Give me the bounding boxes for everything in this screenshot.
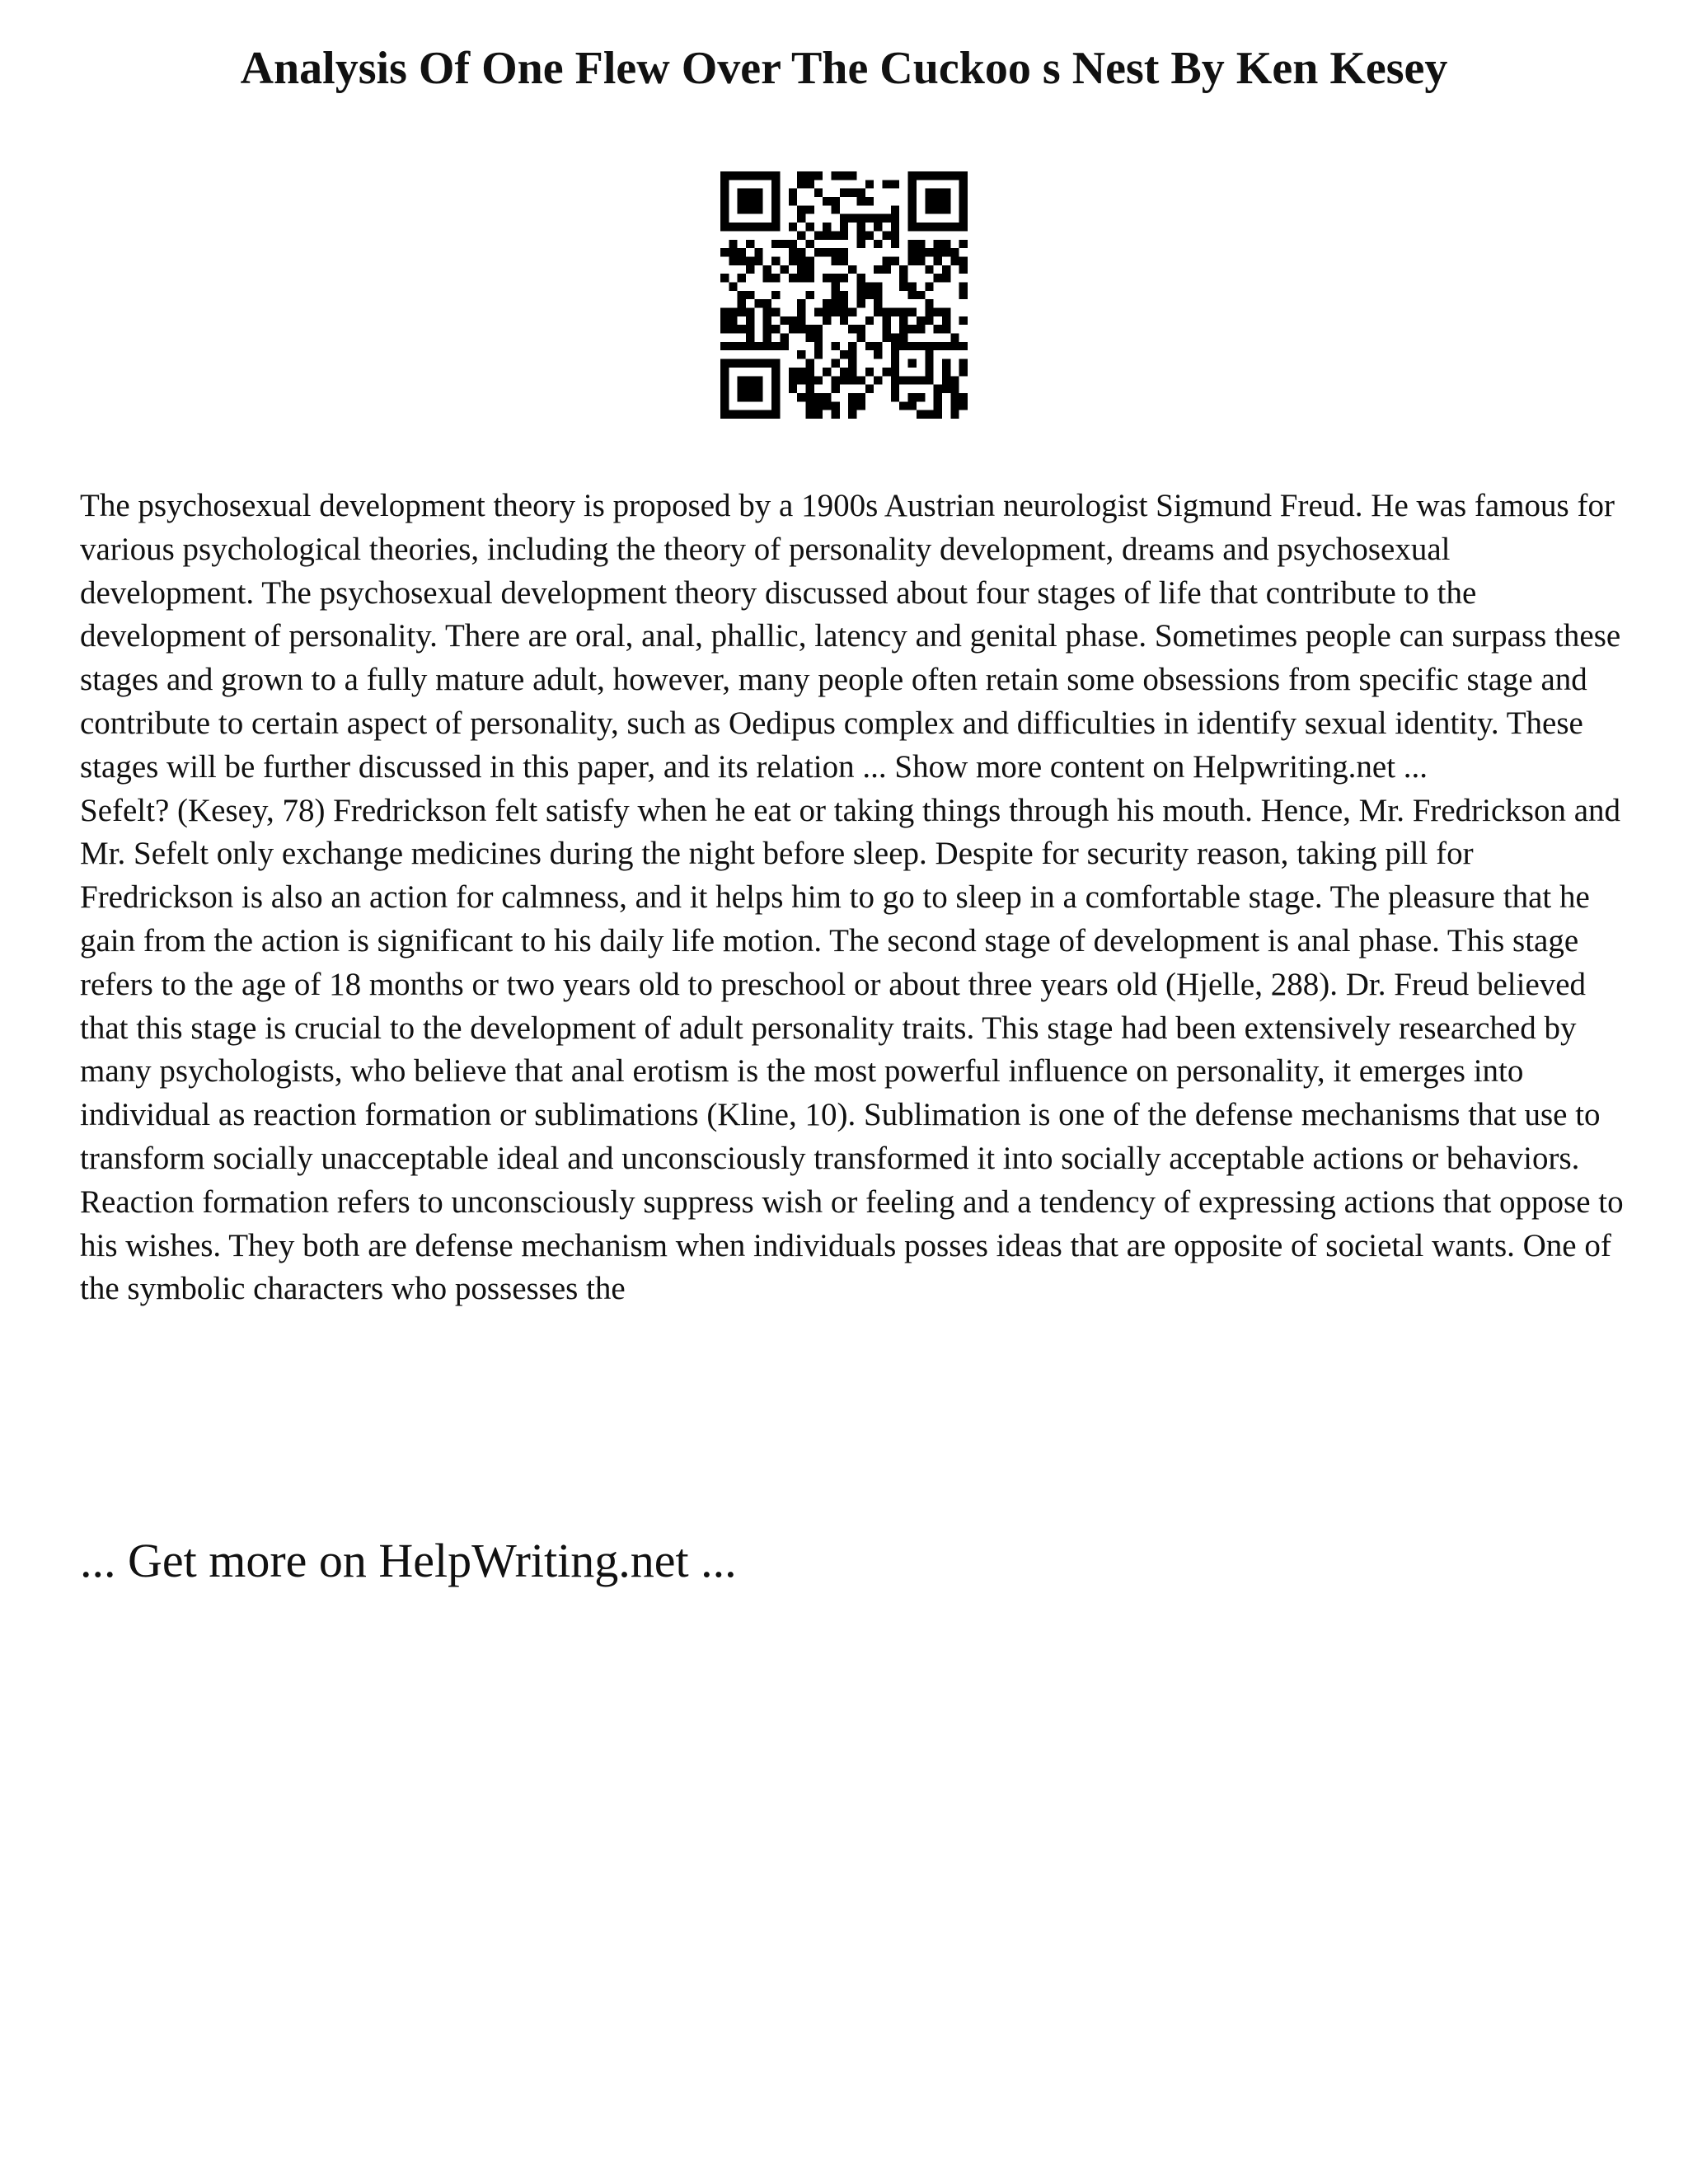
get-more-link[interactable]: ... Get more on HelpWriting.net ...	[80, 1534, 737, 1587]
document-body	[80, 485, 1629, 1311]
qr-code-icon	[720, 171, 968, 419]
body-paragraph-intro: The psychosexual development theory is proposed by a 1900s Austrian neurologist Sigmund Freud. He was famous for various psychological theories, including the theory of personality development, dreams and psychosexual development. The psychosexual development theory discussed about four stages of life that contribute to the development of personality. There are oral, anal, phallic, latency and genital phase. Sometimes people can surpass these stages and grown to a fully mature adult, however, many people often retain some obsessions from specific stage and contribute to certain aspect of personality, such as Oedipus complex and difficulties in identify sexual identity. These stages will be further discussed in this paper, and its relation ... Show more content on Helpwriting.net ...	[80, 488, 1621, 785]
document-title: Analysis Of One Flew Over The Cuckoo s Nest By Ken Kesey	[240, 43, 1448, 94]
body-paragraph-analysis: Sefelt? (Kesey, 78) Fredrickson felt satisfy when he eat or taking things through his mouth. Hence, Mr. Fredrickson and Mr. Sefelt only exchange medicines during the night before sleep. Despite for security reason, taking pill for Fredrickson is also an action for calmness, and it helps him to go to sleep in a comfortable stage. The pleasure that he gain from the action is significant to his daily life motion. The second stage of development is anal phase. This stage refers to the age of 18 months or two years old to preschool or about three years old (Hjelle, 288). Dr. Freud believed that this stage is crucial to the development of adult personality traits. This stage had been extensively researched by many psychologists, who believe that anal erotism is the most powerful influence on personality, it emerges into individual as reaction formation or sublimations (Kline, 10). Sublimation is one of the defense mechanisms that use to transform socially unacceptable ideal and unconsciously transformed it into socially acceptable actions or behaviors. Reaction formation refers to unconsciously suppress wish or feeling and a tendency of expressing actions that oppose to his wishes. They both are defense mechanism when individuals posses ideas that are opposite of societal wants. One of the symbolic characters who possesses the	[80, 792, 1624, 1307]
